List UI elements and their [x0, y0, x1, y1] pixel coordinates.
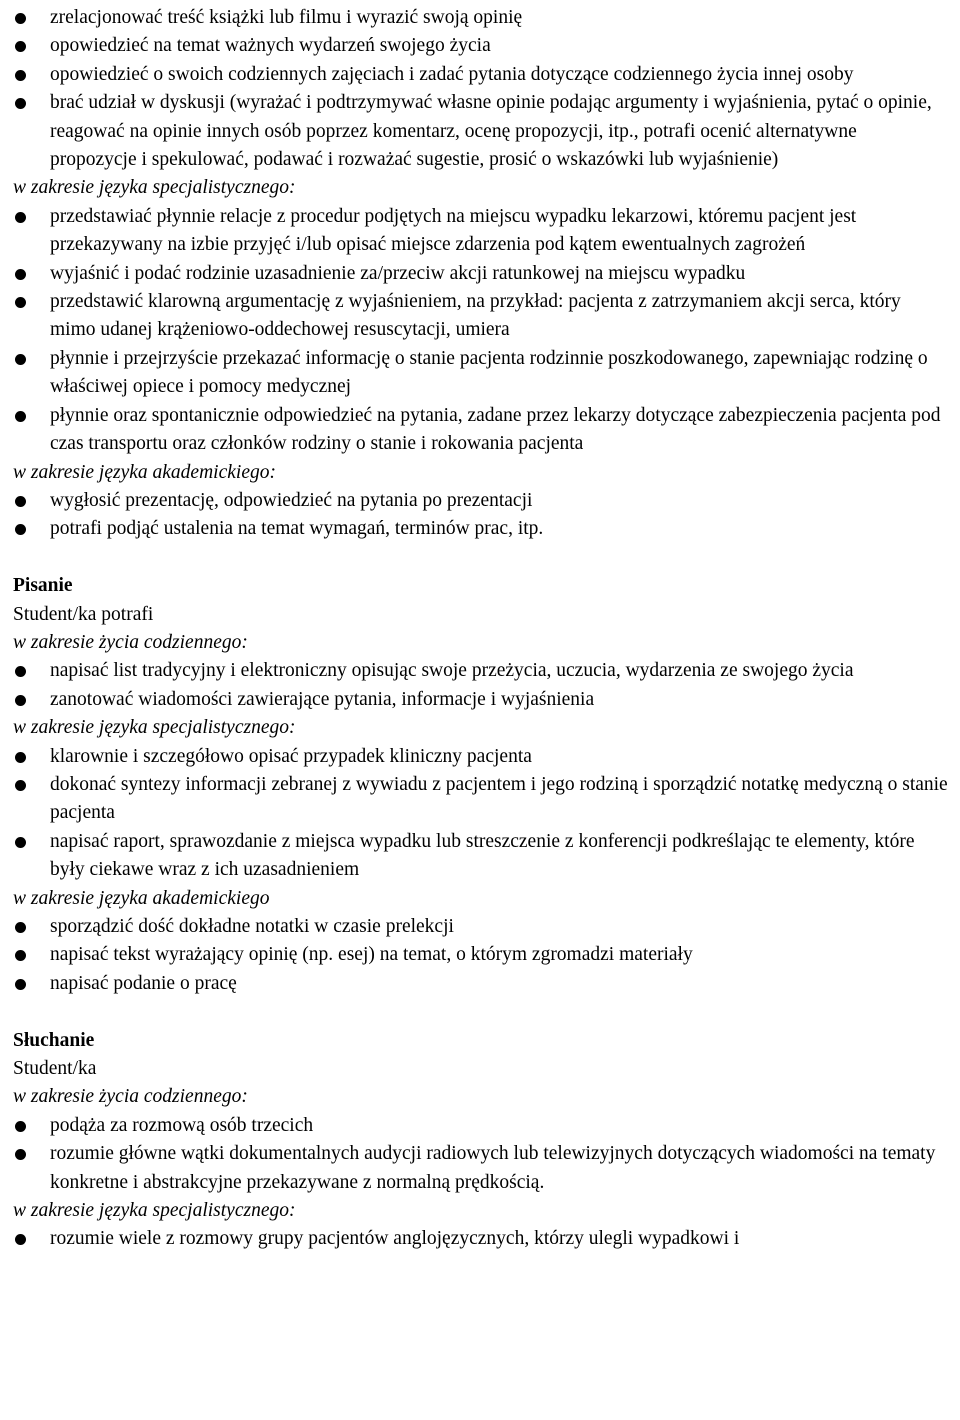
- bullet-icon: [15, 979, 26, 990]
- document-page: [13, 4, 948, 1254]
- bullet-icon: [15, 269, 26, 280]
- bullet-icon: [15, 354, 26, 365]
- bullet-icon: [15, 1121, 26, 1132]
- list-item: napisać podanie o pracę: [13, 970, 948, 998]
- section-heading-listening: Słuchanie: [13, 1029, 95, 1051]
- list-item: przedstawiać płynnie relacje z procedur podjętych na miejscu wypadku lekarzowi, któremu pacjent jest przekazywany na izbie przyjęć i/lub opisać miejsce zdarzenia pod kątem ewentualnych zagrożeń: [13, 203, 948, 260]
- list-item: podąża za rozmową osób trzecich: [13, 1112, 948, 1140]
- bullet-icon: [15, 297, 26, 308]
- bullet-icon: [15, 1234, 26, 1245]
- section-intro: Student/ka potrafi: [13, 603, 154, 625]
- speaking-list: [13, 4, 948, 174]
- list-item: wyjaśnić i podać rodzinie uzasadnienie za/przeciw akcji ratunkowej na miejscu wypadku: [13, 260, 948, 288]
- academic-list: [13, 487, 948, 544]
- bullet-icon: [15, 13, 26, 24]
- section-gap: [13, 544, 948, 572]
- list-item: napisać tekst wyrażający opinię (np. esej) na temat, o którym zgromadzi materiały: [13, 941, 948, 969]
- section-gap: [13, 998, 948, 1026]
- list-item: brać udział w dyskusji (wyrażać i podtrzymywać własne opinie podając argumenty i wyjaśnienia, pytać o opinie, reagować na opinie innych osób poprzez komentarz, ocenę propozycji, itp., potrafi ocenić alternatywne propozycje i spekulować, podawać i rozważać sugestie, prosić o wskazówki lub wyjaśnienie): [13, 89, 948, 174]
- list-item: wygłosić prezentację, odpowiedzieć na pytania po prezentacji: [13, 487, 948, 515]
- writing-specialist-list: [13, 743, 948, 885]
- subsection-label-specialist: w zakresie języka specjalistycznego:: [13, 717, 296, 739]
- bullet-icon: [15, 1149, 26, 1160]
- bullet-icon: [15, 695, 26, 706]
- subsection-label-specialist: w zakresie języka specjalistycznego:: [13, 177, 296, 199]
- bullet-icon: [15, 666, 26, 677]
- writing-daily-list: [13, 657, 948, 714]
- listening-specialist-list: [13, 1225, 948, 1253]
- list-item: płynnie oraz spontanicznie odpowiedzieć na pytania, zadane przez lekarzy dotyczące zabezpieczenia pacjenta pod czas transportu oraz członków rodziny o stanie i rokowania pacjenta: [13, 402, 948, 459]
- list-item: potrafi podjąć ustalenia na temat wymagań, terminów prac, itp.: [13, 515, 948, 543]
- list-item: przedstawić klarowną argumentację z wyjaśnieniem, na przykład: pacjenta z zatrzymaniem akcji serca, który mimo udanej krążeniowo-oddechowej resuscytacji, umiera: [13, 288, 948, 345]
- subsection-label-daily: w zakresie życia codziennego:: [13, 1086, 248, 1108]
- section-intro: Student/ka: [13, 1058, 97, 1079]
- list-item: klarownie i szczegółowo opisać przypadek kliniczny pacjenta: [13, 743, 948, 771]
- bullet-icon: [15, 922, 26, 933]
- bullet-icon: [15, 950, 26, 961]
- subsection-label-academic: w zakresie języka akademickiego:: [13, 461, 276, 483]
- list-item: napisać raport, sprawozdanie z miejsca wypadku lub streszczenie z konferencji podkreślając te elementy, które były ciekawe wraz z ich uzasadnieniem: [13, 828, 948, 885]
- writing-academic-list: [13, 913, 948, 998]
- bullet-icon: [15, 780, 26, 791]
- bullet-icon: [15, 411, 26, 422]
- list-item: rozumie główne wątki dokumentalnych audycji radiowych lub telewizyjnych dotyczących wiadomości na tematy konkretne i abstrakcyjne przekazywane z normalną prędkością.: [13, 1140, 948, 1197]
- subsection-label-daily: w zakresie życia codziennego:: [13, 631, 248, 653]
- bullet-icon: [15, 837, 26, 848]
- list-item: płynnie i przejrzyście przekazać informację o stanie pacjenta rodzinnie poszkodowanego, zapewniając rodzinę o właściwej opiece i pomocy medycznej: [13, 345, 948, 402]
- specialist-list: [13, 203, 948, 459]
- list-item: dokonać syntezy informacji zebranej z wywiadu z pacjentem i jego rodziną i sporządzić notatkę medyczną o stanie pacjenta: [13, 771, 948, 828]
- bullet-icon: [15, 98, 26, 109]
- subsection-label-academic: w zakresie języka akademickiego: [13, 887, 270, 909]
- list-item: rozumie wiele z rozmowy grupy pacjentów anglojęzycznych, którzy ulegli wypadkowi i: [13, 1225, 948, 1253]
- bullet-icon: [15, 41, 26, 52]
- section-heading-writing: Pisanie: [13, 575, 73, 597]
- bullet-icon: [15, 524, 26, 535]
- list-item: zrelacjonować treść książki lub filmu i wyrazić swoją opinię: [13, 4, 948, 32]
- list-item: napisać list tradycyjny i elektroniczny opisując swoje przeżycia, uczucia, wydarzenia ze swojego życia: [13, 657, 948, 685]
- bullet-icon: [15, 212, 26, 223]
- subsection-label-specialist: w zakresie języka specjalistycznego:: [13, 1200, 296, 1222]
- list-item: opowiedzieć o swoich codziennych zajęciach i zadać pytania dotyczące codziennego życia innej osoby: [13, 61, 948, 89]
- list-item: zanotować wiadomości zawierające pytania, informacje i wyjaśnienia: [13, 686, 948, 714]
- listening-daily-list: [13, 1112, 948, 1197]
- bullet-icon: [15, 70, 26, 81]
- bullet-icon: [15, 496, 26, 507]
- bullet-icon: [15, 752, 26, 763]
- list-item: opowiedzieć na temat ważnych wydarzeń swojego życia: [13, 32, 948, 60]
- list-item: sporządzić dość dokładne notatki w czasie prelekcji: [13, 913, 948, 941]
